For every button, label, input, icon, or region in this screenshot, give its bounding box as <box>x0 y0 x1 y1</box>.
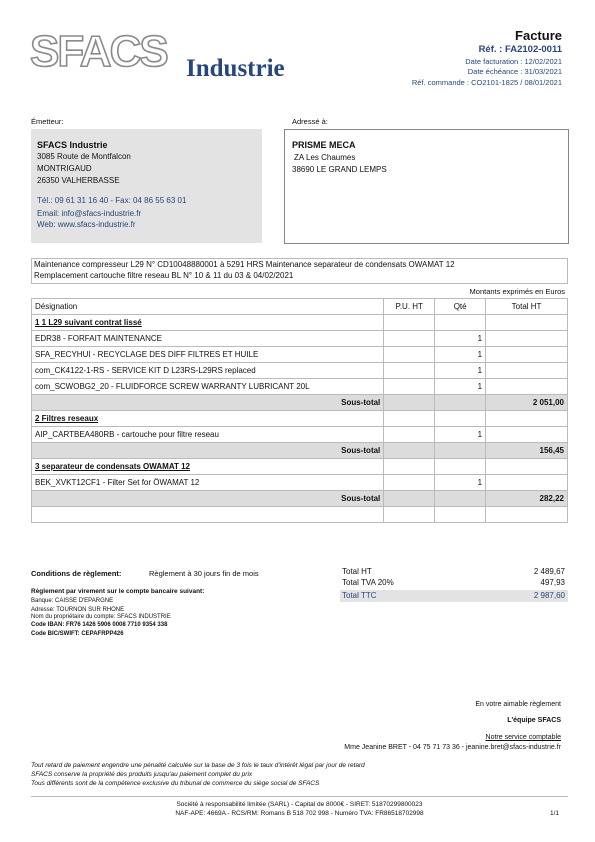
total-ht-value: 2 489,67 <box>533 567 565 576</box>
item-qty: 1 <box>435 363 486 379</box>
bank-owner: Nom du propriétaire du compte: SFACS INDUSTRIE <box>31 614 171 620</box>
invoice-ref: Réf. : FA2102-0011 <box>478 44 562 55</box>
description-line1: Maintenance compresseur L29 N° CD10048880001 à 5291 HRS Maintenance separateur de condensats OWAMAT 12 <box>34 260 455 269</box>
subtotal-row <box>32 395 568 411</box>
table-row <box>32 379 568 395</box>
header-pu: P.U. HT <box>384 299 435 315</box>
conditions-value: Règlement à 30 jours fin de mois <box>149 569 259 578</box>
items-table <box>31 298 568 523</box>
invoice-due-date: Date échéance : 31/03/2021 <box>467 67 562 76</box>
total-tva-label: Total TVA 20% <box>342 578 394 587</box>
recipient-label: Adressé à: <box>292 117 328 126</box>
item-qty: 1 <box>435 475 486 491</box>
recipient-box <box>284 129 569 244</box>
section-title: 2 Filtres reseaux <box>32 411 384 427</box>
item-qty: 1 <box>435 347 486 363</box>
subtotal-label: Sous-total <box>32 395 384 411</box>
emitter-address2: MONTRIGAUD <box>37 164 92 173</box>
invoice-title: Facture <box>515 28 562 43</box>
closing-line: En votre aimable règlement <box>475 701 561 708</box>
table-row <box>32 347 568 363</box>
total-ttc-row <box>340 590 568 602</box>
total-ttc-label: Total TTC <box>342 591 377 600</box>
invoice-description <box>31 258 568 284</box>
subtotal-row <box>32 443 568 459</box>
bank-address: Adresse: TOURNON SUR RHONE <box>31 607 125 613</box>
legal-line1: Tout retard de paiement engendre une pénalité calculée sur la base de 3 fois le taux d'intérêt légal par jour de retard <box>31 762 365 769</box>
total-ttc-value: 2 987,60 <box>533 591 565 600</box>
section-row <box>32 459 568 475</box>
closing-service: Notre service comptable <box>485 734 561 741</box>
subtotal-value: 2 051,00 <box>486 395 568 411</box>
emitter-box <box>31 129 262 243</box>
item-designation: SFA_RECYHUI - RECYCLAGE DES DIFF FILTRES ET HUILE <box>32 347 384 363</box>
closing-signature: L'équipe SFACS <box>507 717 561 724</box>
emitter-address3: 26350 VALHERBASSE <box>37 176 120 185</box>
total-ht-row <box>340 567 568 578</box>
section-row <box>32 315 568 331</box>
section-title: 3 separateur de condensats OWAMAT 12 <box>32 459 384 475</box>
recipient-name: PRISME MECA <box>292 140 356 150</box>
conditions-label: Conditions de règlement: <box>31 569 122 578</box>
total-ht-label: Total HT <box>342 567 372 576</box>
emitter-email[interactable]: Email: info@sfacs-industrie.fr <box>37 209 142 218</box>
logo-industrie: Industrie <box>186 55 285 82</box>
table-row <box>32 427 568 443</box>
item-qty: 1 <box>435 331 486 347</box>
recipient-address1: ZA Les Chaumes <box>294 153 356 162</box>
item-qty: 1 <box>435 379 486 395</box>
emitter-address1: 3085 Route de Montfalcon <box>37 152 131 161</box>
item-designation: com_SCWOBG2_20 - FLUIDFORCE SCREW WARRANTY LUBRICANT 20L <box>32 379 384 395</box>
page-number: 1/1 <box>549 810 559 817</box>
logo-sfacs: SFACS <box>30 27 167 76</box>
total-tva-row <box>340 578 568 589</box>
footer-line1: Société à responsabilité limitée (SARL) - Capital de 8000€ - SIRET: 51870299800023 <box>176 801 423 808</box>
table-filler-row <box>32 507 568 523</box>
item-designation: EDR38 - FORFAIT MAINTENANCE <box>32 331 384 347</box>
subtotal-label: Sous-total <box>32 491 384 507</box>
subtotal-value: 282,22 <box>486 491 568 507</box>
subtotal-row <box>32 491 568 507</box>
currency-note: Montants exprimés en Euros <box>469 287 565 296</box>
footer-line2: NAF-APE: 4669A - RCS/RM: Romans B 518 702 998 - Numéro TVA: FR86518702998 <box>175 810 424 817</box>
header-qty: Qté <box>435 299 486 315</box>
table-header-row <box>32 299 568 315</box>
subtotal-value: 156,45 <box>486 443 568 459</box>
bank-iban: Code IBAN: FR76 1426 5906 0008 7710 9354 338 <box>31 622 168 628</box>
legal-line3: Tous différents sont de la compétence exclusive du tribunal de commerce du siège social de SFACS <box>31 780 320 787</box>
legal-line2: SFACS conserve la propriété des produits jusqu'au paiement complet du prix <box>31 771 253 778</box>
item-qty: 1 <box>435 427 486 443</box>
invoice-order-ref: Réf. commande : CO2101-1825 / 08/01/2021 <box>411 78 562 87</box>
emitter-label: Émetteur: <box>31 117 64 126</box>
footer-divider <box>31 796 568 797</box>
invoice-date: Date facturation : 12/02/2021 <box>465 57 562 66</box>
recipient-address2: 38690 LE GRAND LEMPS <box>292 165 387 174</box>
emitter-phone: Tél.: 09 61 31 16 40 - Fax: 04 86 55 63 01 <box>37 196 187 205</box>
item-designation: com_CK4122-1-RS - SERVICE KIT D L23RS-L29RS replaced <box>32 363 384 379</box>
bank-name: Banque: CAISSE D'EPARGNE <box>31 598 114 604</box>
header-total: Total HT <box>486 299 568 315</box>
table-row <box>32 363 568 379</box>
item-designation: AIP_CARTBEA480RB - cartouche pour filtre reseau <box>32 427 384 443</box>
section-title: 1 1 L29 suivant contrat lissé <box>32 315 384 331</box>
bank-bic: Code BIC/SWIFT: CEPAFRPP426 <box>31 631 124 637</box>
subtotal-label: Sous-total <box>32 443 384 459</box>
item-designation: BEK_XVKT12CF1 - Filter Set for ÖWAMAT 12 <box>32 475 384 491</box>
table-row <box>32 331 568 347</box>
total-tva-value: 497,93 <box>540 578 565 587</box>
emitter-name: SFACS Industrie <box>37 140 108 150</box>
closing-contact: Mme Jeanine BRET - 04 75 71 73 36 - jeanine.bret@sfacs-industrie.fr <box>344 744 561 751</box>
emitter-web[interactable]: Web: www.sfacs-industrie.fr <box>37 220 136 229</box>
section-row <box>32 411 568 427</box>
bank-title: Règlement par virement sur le compte bancaire suivant: <box>31 588 205 595</box>
table-row <box>32 475 568 491</box>
header-designation: Désignation <box>32 299 384 315</box>
description-line2: Remplacement cartouche filtre reseau BL N° 10 & 11 du 03 & 04/02/2021 <box>34 271 294 280</box>
